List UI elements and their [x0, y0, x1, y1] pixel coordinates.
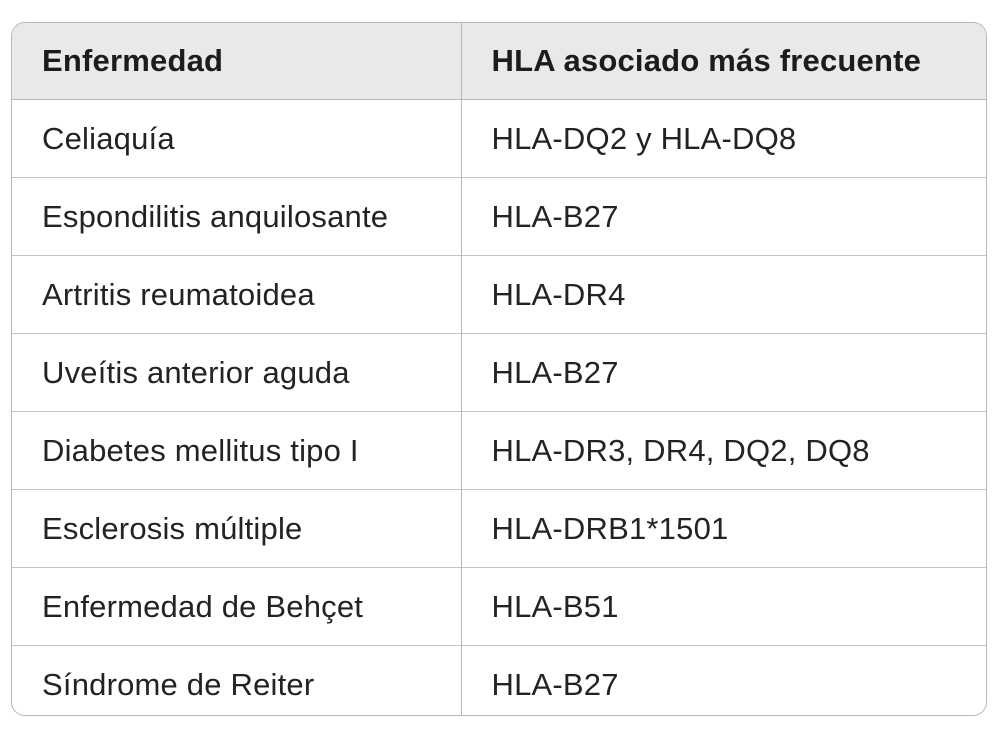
table-row — [12, 646, 986, 717]
disease-cell: Uveítis anterior aguda — [12, 334, 461, 412]
table-header — [12, 23, 986, 100]
hla-disease-table — [12, 23, 986, 716]
hla-cell: HLA-B27 — [461, 334, 986, 412]
table-row — [12, 412, 986, 490]
table-row — [12, 490, 986, 568]
hla-cell: HLA-DQ2 y HLA-DQ8 — [491, 120, 797, 156]
hla-cell: HLA-DRB1*1501 — [461, 490, 986, 568]
column-header-disease: Enfermedad — [12, 23, 461, 100]
hla-table-container — [11, 22, 987, 716]
header-row — [12, 23, 986, 100]
disease-cell: Diabetes mellitus tipo I — [12, 412, 461, 490]
table-row — [12, 178, 986, 256]
hla-cell: HLA-DR3, DR4, DQ2, DQ8 — [461, 412, 986, 490]
table-row — [12, 256, 986, 334]
disease-cell: Enfermedad de Behçet — [12, 568, 461, 646]
disease-cell: Artritis reumatoidea — [12, 256, 461, 334]
table-row — [12, 100, 986, 178]
disease-cell: Celiaquía — [12, 100, 461, 178]
hla-cell: HLA-B27 — [461, 178, 986, 256]
disease-cell: Espondilitis anquilosante — [12, 178, 461, 256]
hla-cell: HLA-B51 — [461, 568, 986, 646]
disease-cell: Esclerosis múltiple — [12, 490, 461, 568]
hla-cell: HLA-DR4 — [461, 256, 986, 334]
disease-cell: Síndrome de Reiter — [12, 646, 461, 717]
column-header-hla: HLA asociado más frecuente — [461, 23, 986, 100]
hla-cell: HLA-B27 — [461, 646, 986, 717]
table-row — [12, 334, 986, 412]
table-row — [12, 568, 986, 646]
table-body — [12, 100, 986, 717]
